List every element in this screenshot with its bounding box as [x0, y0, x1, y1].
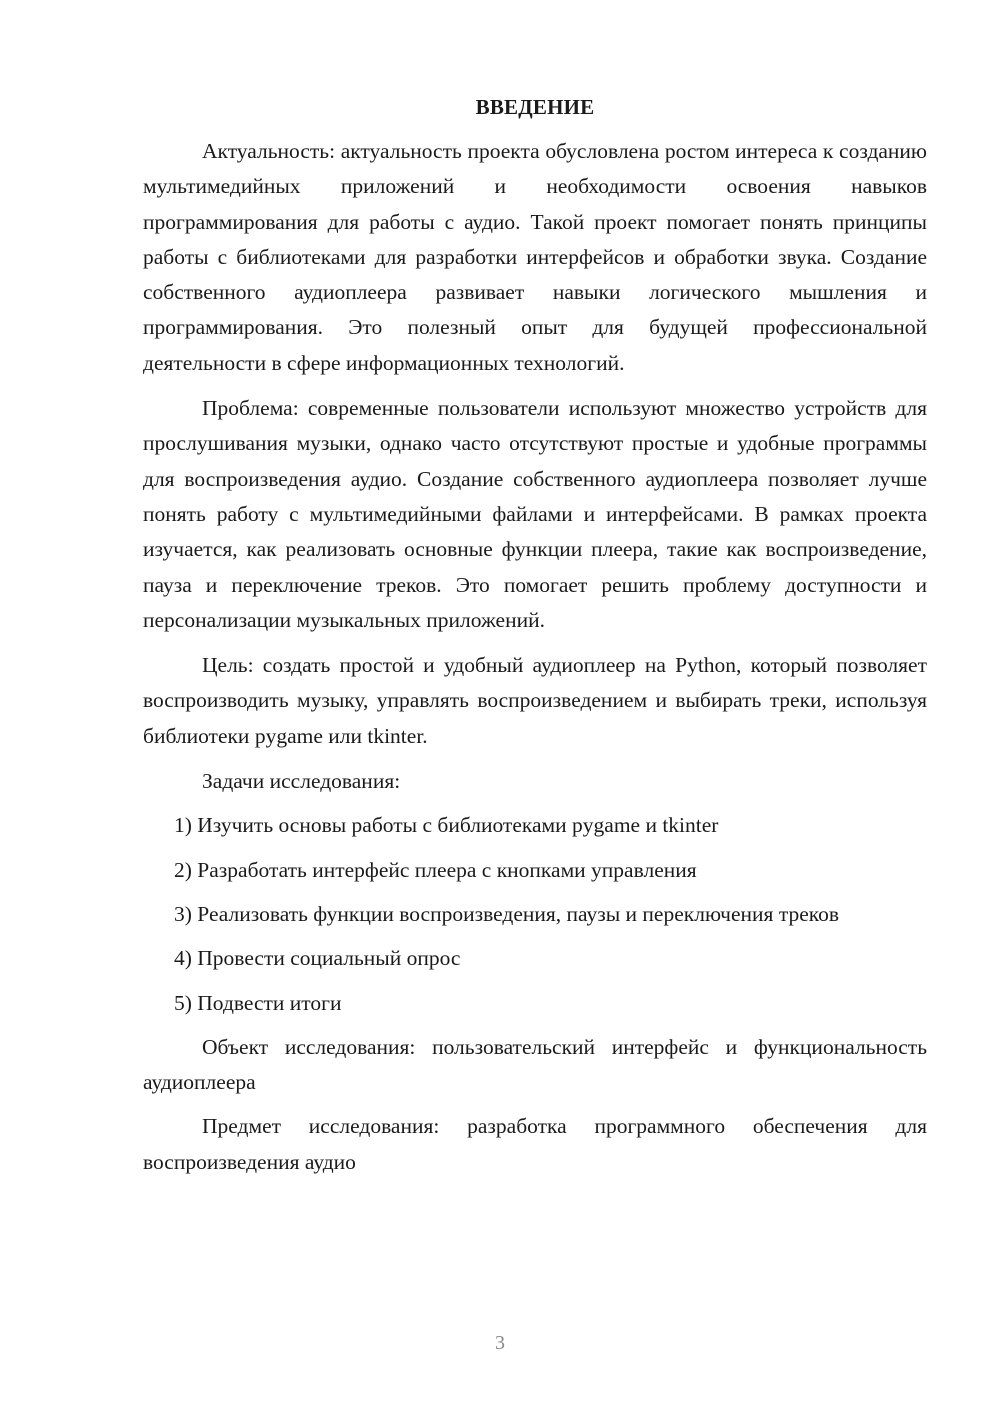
task-item-3: 3) Реализовать функции воспроизведения, паузы и переключения треков [174, 901, 840, 926]
tasks-heading: Задачи исследования: [202, 769, 401, 794]
task-item-4: 4) Провести социальный опрос [174, 946, 461, 971]
task-item-1: 1) Изучить основы работы с библиотеками pygame и tkinter [174, 813, 719, 838]
task-item-2: 2) Разработать интерфейс плеера с кнопками управления [174, 857, 697, 882]
research-object-paragraph: Объект исследования: пользовательский интерфейс и функциональность аудиоплеера [143, 1034, 927, 1095]
relevance-paragraph: Актуальность: актуальность проекта обусловлена ростом интереса к созданию мультимедийных приложений и необходимости освоения навыков программирования для работы с аудио. Такой проект помогает понять принципы работы с библиотеками для разработки интерфейсов и обработки звука. Создание собственного аудиоплеера развивает навыки логического мышления и программирования. Это полезный опыт для будущей профессиональной деятельности в сфере информационных технологий. [143, 139, 927, 375]
document-page [143, 95, 927, 1189]
page-number: 3 [495, 1332, 505, 1354]
research-subject-paragraph: Предмет исследования: разработка программного обеспечения для воспроизведения аудио [143, 1114, 927, 1174]
task-item-5: 5) Подвести итоги [174, 990, 342, 1015]
problem-paragraph: Проблема: современные пользователи используют множество устройств для прослушивания музыки, однако часто отсутствуют простые и удобные программы для воспроизведения аудио. Создание собственного аудиоплеера позволяет лучше понять работу с мультимедийными файлами и интерфейсами. В рамках проекта изучается, как реализовать основные функции плеера, такие как воспроизведение, пауза и переключение треков. Это помогает решить проблему доступности и персонализации музыкальных приложений. [143, 396, 927, 632]
page-title: ВВЕДЕНИЕ [475, 95, 595, 119]
goal-paragraph: Цель: создать простой и удобный аудиоплеер на Python, который позволяет воспроизводить музыку, управлять воспроизведением и выбирать треки, используя библиотеки pygame или tkinter. [143, 653, 927, 748]
